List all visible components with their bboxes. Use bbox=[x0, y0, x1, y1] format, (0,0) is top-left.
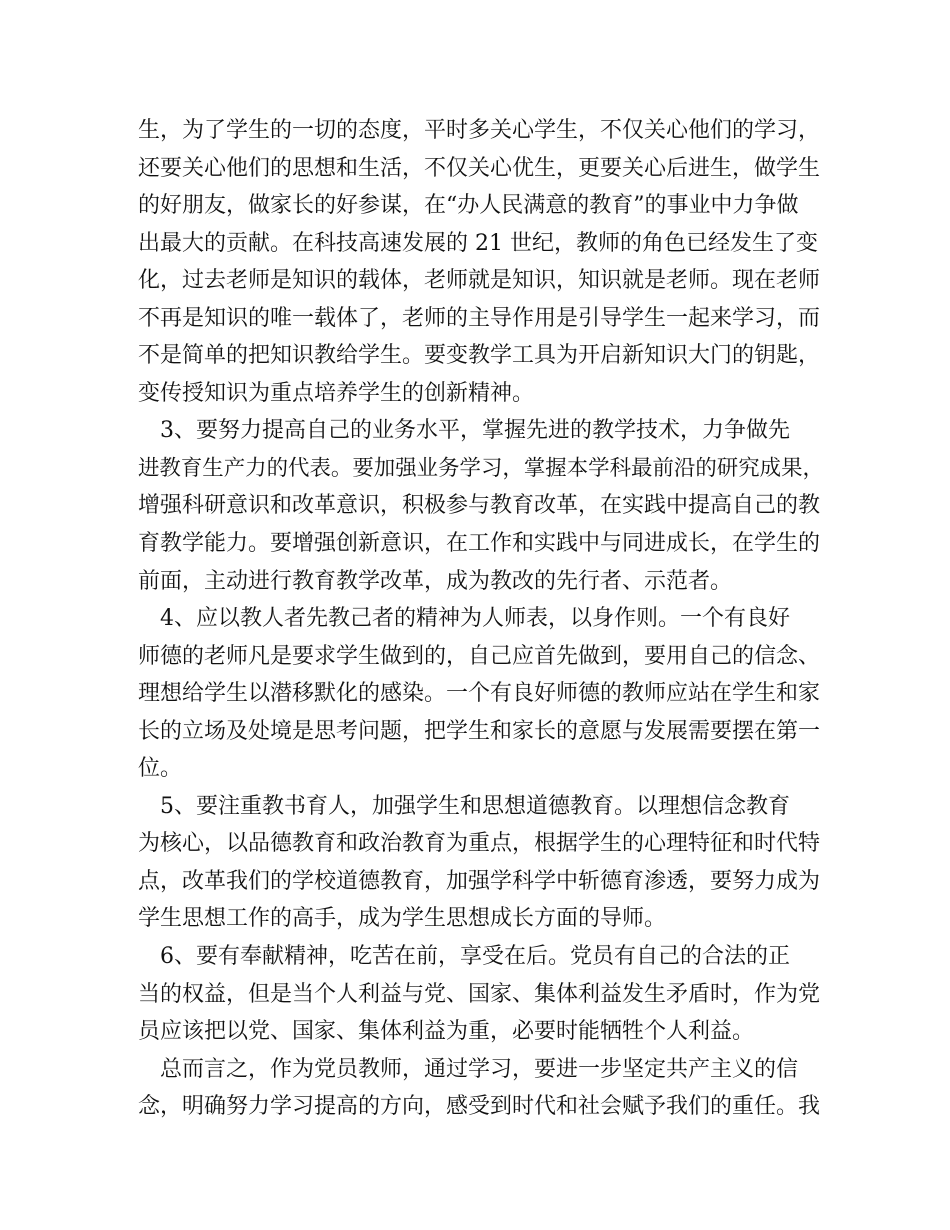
text-line: 不再是知识的唯一载体了，老师的主导作用是引导学生一起来学习，而 bbox=[138, 305, 821, 331]
text-line: 增强科研意识和改革意识，积极参与教育改革，在实践中提高自己的教 bbox=[138, 493, 821, 519]
text-line: 当的权益，但是当个人利益与党、国家、集体利益发生矛盾时，作为党 bbox=[138, 981, 821, 1007]
text-line: 化，过去老师是知识的载体，老师就是知识，知识就是老师。现在老师 bbox=[138, 268, 821, 294]
text-line: 不是简单的把知识教给学生。要变教学工具为开启新知识大门的钥匙， bbox=[138, 343, 821, 369]
text-line: 点，改革我们的学校道德教育，加强学科学中斩德育渗透，要努力成为 bbox=[138, 868, 821, 894]
text-line: 总而言之，作为党员教师，通过学习，要进一步坚定共产主义的信 bbox=[160, 1056, 799, 1082]
text-line: 变传授知识为重点培养学生的创新精神。 bbox=[138, 380, 535, 406]
text-line: 生，为了学生的一切的态度，平时多关心学生，不仅关心他们的学习， bbox=[138, 118, 821, 143]
text-line: 的好朋友，做家长的好参谋，在“办人民满意的教育”的事业中力争做 bbox=[138, 193, 799, 219]
text-line: 念，明确努力学习提高的方向，感受到时代和社会赋予我们的重任。我 bbox=[138, 1094, 821, 1120]
text-line: 5、要注重教书育人，加强学生和思想道德教育。以理想信念教育 bbox=[160, 793, 790, 819]
text-line: 理想给学生以潜移默化的感染。一个有良好师德的教师应站在学生和家 bbox=[138, 681, 821, 707]
text-line: 员应该把以党、国家、集体利益为重，必要时能牺牲个人利益。 bbox=[138, 1019, 755, 1045]
text-line: 4、应以教人者先教己者的精神为人师表，以身作则。一个有良好 bbox=[160, 606, 790, 632]
text-line: 6、要有奉献精神，吃苦在前，享受在后。党员有自己的合法的正 bbox=[160, 944, 790, 970]
text-line: 出最大的贡献。在科技高速发展的 21 世纪，教师的角色已经发生了变 bbox=[138, 230, 818, 256]
text-line: 进教育生产力的代表。要加强业务学习，掌握本学科最前沿的研究成果， bbox=[138, 455, 824, 481]
text-line: 前面，主动进行教育教学改革，成为教改的先行者、示范者。 bbox=[138, 568, 733, 594]
text-line: 学生思想工作的高手，成为学生思想成长方面的导师。 bbox=[138, 906, 667, 932]
text-line: 为核心，以品德教育和政治教育为重点，根据学生的心理特征和时代特 bbox=[138, 831, 821, 857]
text-line: 还要关心他们的思想和生活，不仅关心优生，更要关心后进生，做学生 bbox=[138, 155, 821, 181]
text-line: 3、要努力提高自己的业务水平，掌握先进的教学技术，力争做先 bbox=[160, 418, 790, 444]
text-line: 位。 bbox=[138, 756, 183, 782]
text-line: 育教学能力。要增强创新意识，在工作和实践中与同进成长，在学生的 bbox=[138, 531, 821, 557]
text-line: 师德的老师凡是要求学生做到的，自己应首先做到，要用自己的信念、 bbox=[138, 643, 821, 669]
document-body-text bbox=[138, 112, 824, 1126]
text-line: 长的立场及处境是思考问题，把学生和家长的意愿与发展需要摆在第一 bbox=[138, 718, 821, 744]
